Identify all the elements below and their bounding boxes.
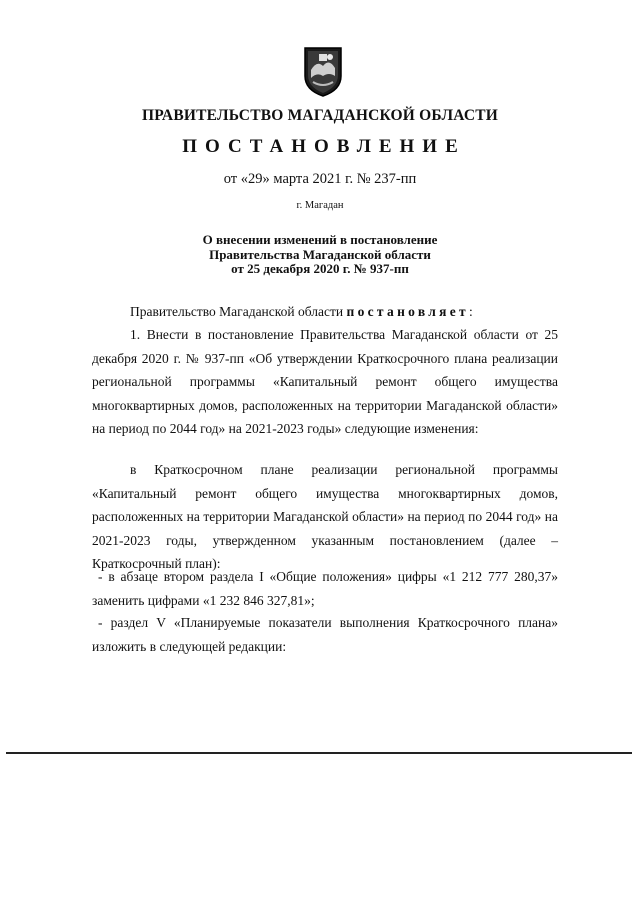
paragraph-1: 1. Внести в постановление Правительства Магаданской области от 25 декабря 2020 г. № 937-пп «Об утверждении Краткосрочного плана реализации региональной программы «Капитальный ремонт общего имущества многоквартирных домов, расположенных на территории Магаданской области» на период по 2044 год» на 2021-2023 годы» следующие изменения: bbox=[92, 327, 558, 436]
paragraph-3: - в абзаце втором раздела I «Общие положения» цифры «1 212 777 280,37» заменить цифрами «1 232 846 327,81»; bbox=[92, 569, 558, 608]
subject-line-1: О внесении изменений в постановление bbox=[202, 232, 438, 247]
document-city: г. Магадан bbox=[296, 200, 344, 211]
subject-line-2: Правительства Магаданской области bbox=[209, 246, 431, 262]
page-bottom-rule bbox=[6, 752, 632, 754]
document-type-title: ПОСТАНОВЛЕНИЕ bbox=[182, 136, 466, 157]
document-subject bbox=[0, 233, 640, 277]
intro-verb: постановляет bbox=[346, 304, 469, 319]
intro-prefix: Правительство Магаданской области bbox=[130, 304, 347, 319]
paragraph-4: - раздел V «Планируемые показатели выполнения Краткосрочного плана» изложить в следующей редакции: bbox=[92, 615, 558, 654]
intro-paragraph bbox=[92, 300, 558, 324]
document-date-number: от «29» марта 2021 г. № 237-пп bbox=[223, 171, 417, 187]
subject-line-3: от 25 декабря 2020 г. № 937-пп bbox=[231, 261, 409, 276]
government-title: ПРАВИТЕЛЬСТВО МАГАДАНСКОЙ ОБЛАСТИ bbox=[141, 107, 499, 124]
coat-of-arms-icon bbox=[303, 46, 343, 98]
intro-suffix: : bbox=[469, 304, 473, 319]
paragraph-2: в Краткосрочном плане реализации региональной программы «Капитальный ремонт общего имущества многоквартирных домов, расположенных на территории Магаданской области» на период по 2044 год» на 2021-2023 годы, утвержденном указанным постановлением (далее – Краткосрочный план): bbox=[92, 462, 558, 571]
